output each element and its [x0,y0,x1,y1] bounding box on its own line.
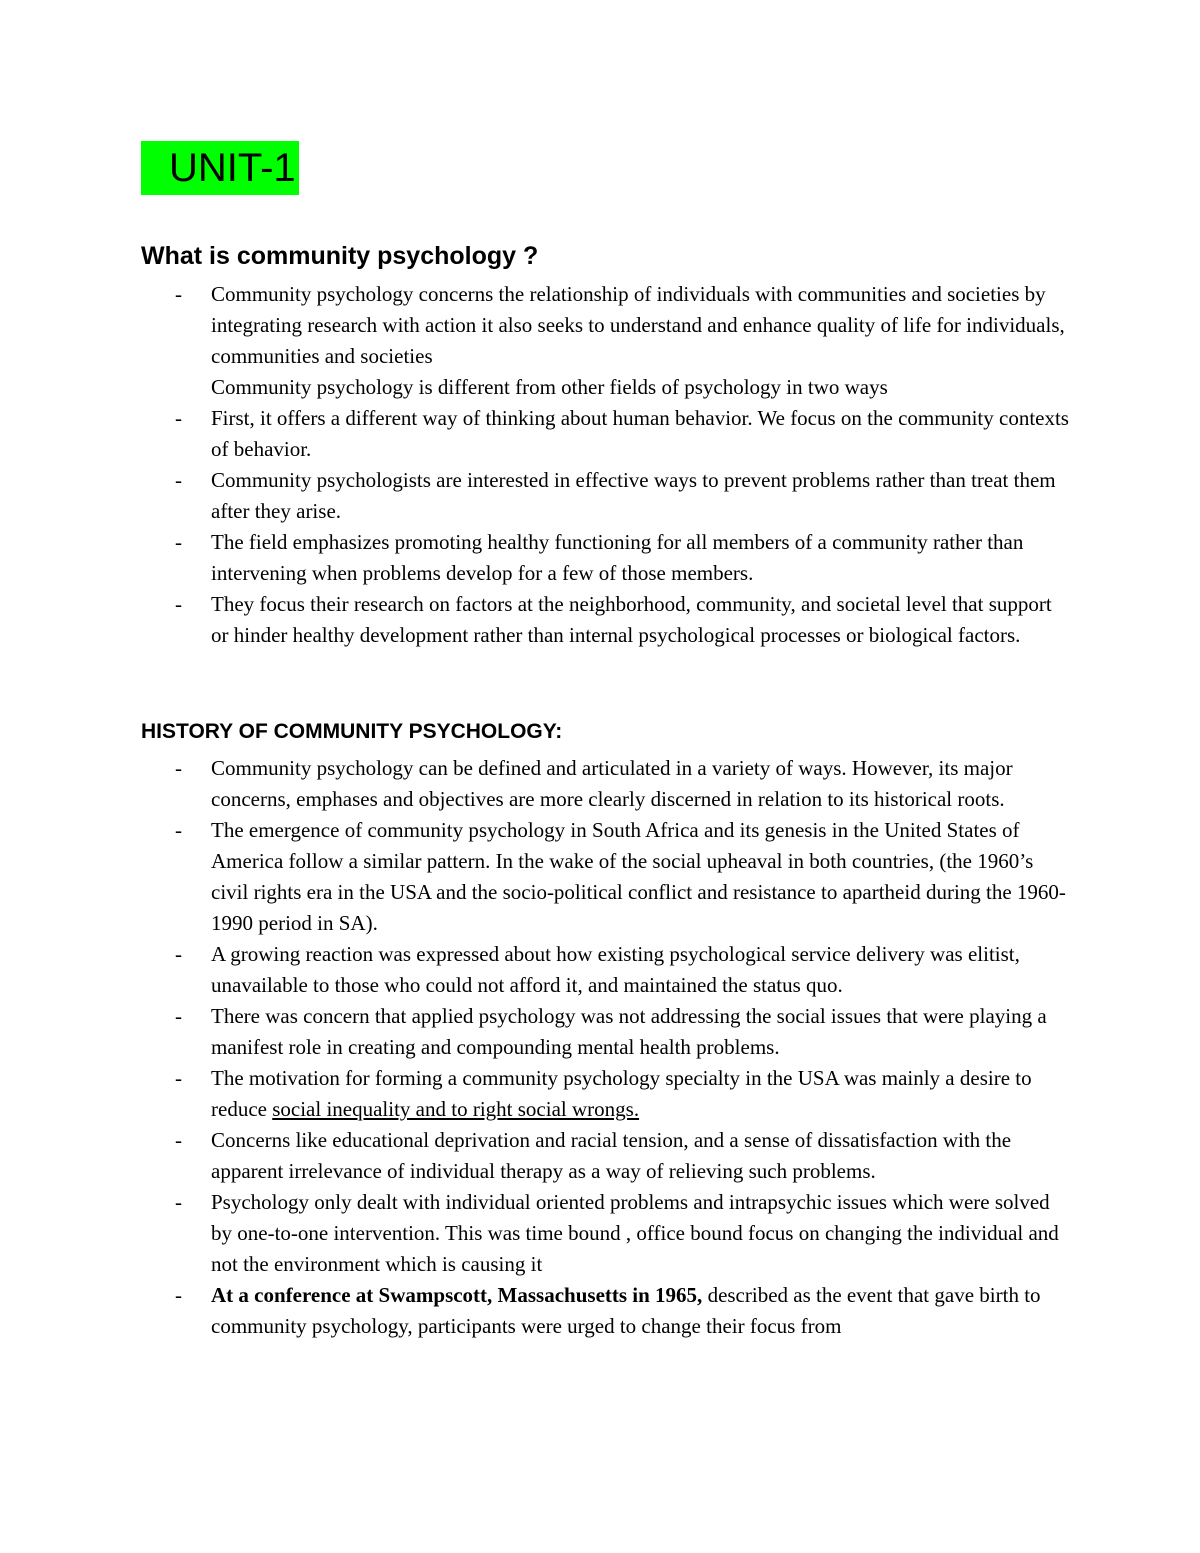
definition-list [141,279,1071,651]
unit-title: UNIT-1 [141,141,299,195]
section-heading-history: HISTORY OF COMMUNITY PSYCHOLOGY: [141,720,563,743]
list-item: - A growing reaction was expressed about how existing psychological service delivery was elitist, unavailable to those who could not afford it, and maintained the status quo. [141,939,1071,1001]
list-item: - Community psychologists are interested in effective ways to prevent problems rather than treat them after they arise. [141,465,1071,527]
list-item: - Community psychology can be defined and articulated in a variety of ways. However, its major concerns, emphases and objectives are more clearly discerned in relation to its historical roots. [141,753,1071,815]
item-text: described as the event that gave birth to community psychology, participants were urged to change their focus from [211,1283,1041,1338]
list-item: - There was concern that applied psychology was not addressing the social issues that were playing a manifest role in creating and compounding mental health problems. [141,1001,1071,1063]
list-item: - They focus their research on factors at the neighborhood, community, and societal level that support or hinder healthy development rather than internal psychological processes or biological factors. [141,589,1071,651]
history-list [141,753,1071,1342]
list-item: - The emergence of community psychology in South Africa and its genesis in the United States of America follow a similar pattern. In the wake of the social upheaval in both countries, (the 1960’s civil rights era in the USA and the socio-political conflict and resistance to apartheid during the 1960-1990 period in SA). [141,815,1071,939]
item-text: The motivation for forming a community psychology specialty in the USA was mainly a desire to reduce [211,1066,1032,1121]
list-item: - The field emphasizes promoting healthy functioning for all members of a community rather than intervening when problems develop for a few of those members. [141,527,1071,589]
list-item [141,1063,1071,1125]
list-item: - Psychology only dealt with individual oriented problems and intrapsychic issues which were solved by one-to-one intervention. This was time bound , office bound focus on changing the individual and not the environment which is causing it [141,1187,1071,1280]
list-item: Community psychology is different from other fields of psychology in two ways [211,375,888,399]
list-item [141,1280,1071,1342]
section-heading-what-is: What is community psychology ? [141,242,539,270]
list-item: - Community psychology concerns the relationship of individuals with communities and societies by integrating research with action it also seeks to understand and enhance quality of life for individuals, communities and societies [141,279,1071,372]
underlined-text: social inequality and to right social wrongs. [272,1097,640,1121]
bold-text: At a conference at Swampscott, Massachusetts in 1965, [211,1283,703,1307]
list-item: - Concerns like educational deprivation and racial tension, and a sense of dissatisfaction with the apparent irrelevance of individual therapy as a way of relieving such problems. [141,1125,1071,1187]
list-item: - First, it offers a different way of thinking about human behavior. We focus on the community contexts of behavior. [141,403,1071,465]
